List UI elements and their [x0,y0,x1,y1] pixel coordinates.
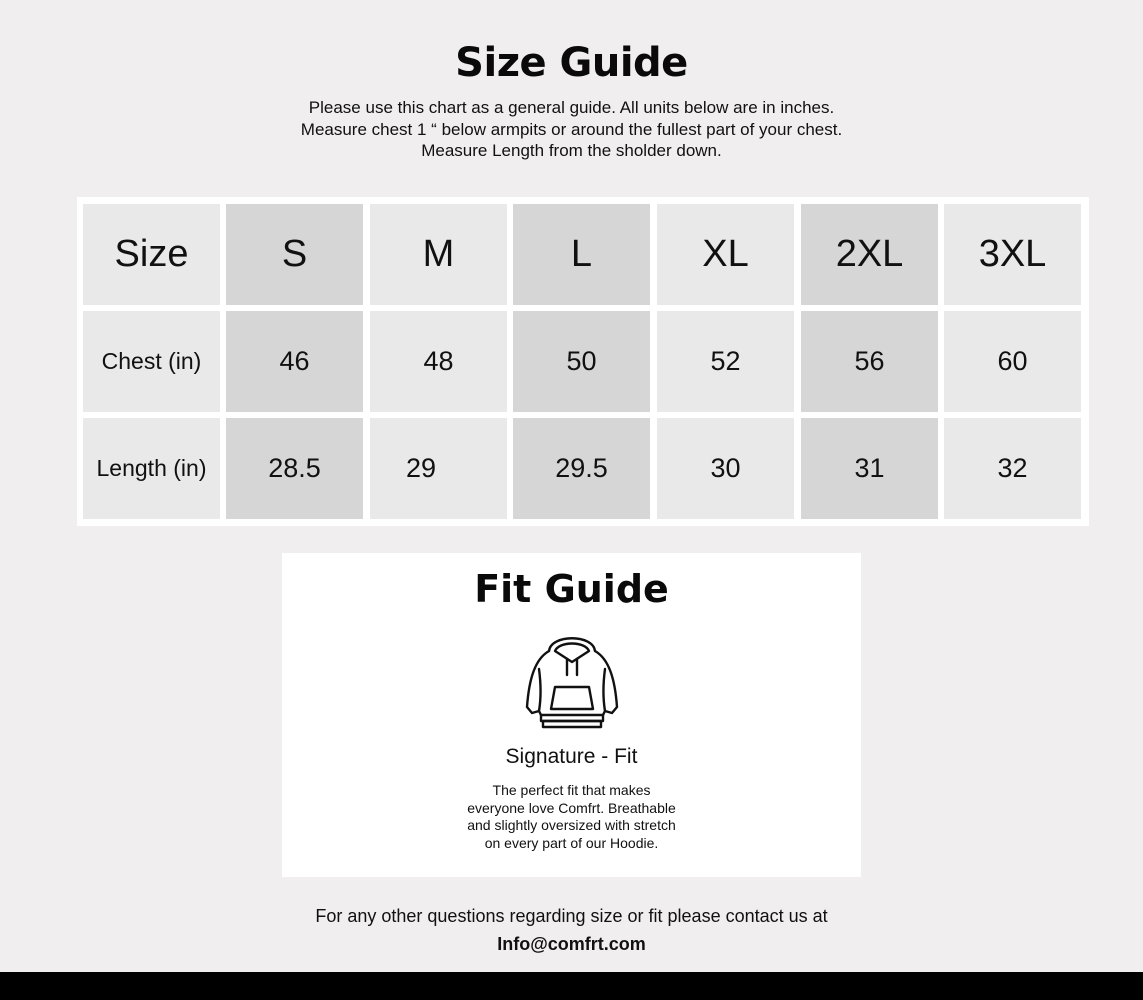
chest-value-2xl: 56 [801,311,938,412]
intro-text [0,97,1143,162]
size-header-label: Size [83,204,220,305]
length-value-3xl: 32 [944,418,1081,519]
length-value-xl: 30 [657,418,794,519]
page-title: Size Guide [455,40,688,86]
size-header-m: M [370,204,507,305]
chest-row-label: Chest (in) [83,311,220,412]
size-header-s: S [226,204,363,305]
hoodie-icon [523,629,621,731]
chest-value-l: 50 [513,311,650,412]
length-row-label: Length (in) [83,418,220,519]
chest-value-m: 48 [370,311,507,412]
size-header-3xl: 3XL [944,204,1081,305]
length-value-l: 29.5 [513,418,650,519]
intro-line: Please use this chart as a general guide. All units below are in inches. [308,98,835,117]
size-chart-table [77,197,1089,526]
bottom-bar [0,972,1143,1000]
size-header-2xl: 2XL [801,204,938,305]
fit-description [282,782,861,852]
fit-description-line: The perfect fit that makes [492,782,651,798]
intro-line: Measure Length from the sholder down. [421,141,722,160]
fit-guide-title: Fit Guide [474,567,669,611]
contact-text: For any other questions regarding size or fit please contact us at [315,906,828,926]
chest-value-xl: 52 [657,311,794,412]
size-header-xl: XL [657,204,794,305]
length-value-m: 29 [370,418,507,519]
chest-value-3xl: 60 [944,311,1081,412]
fit-description-line: on every part of our Hoodie. [484,834,659,851]
fit-name: Signature - Fit [505,745,638,768]
size-header-l: L [513,204,650,305]
length-value-s: 28.5 [226,418,363,519]
contact-email-link[interactable]: Info@comfrt.com [497,934,646,954]
intro-line: Measure chest 1 “ below armpits or around the fullest part of your chest. [300,119,843,139]
fit-description-line: and slightly oversized with stretch [467,817,676,834]
fit-guide-card [282,553,861,877]
length-value-2xl: 31 [801,418,938,519]
fit-description-line: everyone love Comfrt. Breathable [467,799,676,816]
chest-value-s: 46 [226,311,363,412]
